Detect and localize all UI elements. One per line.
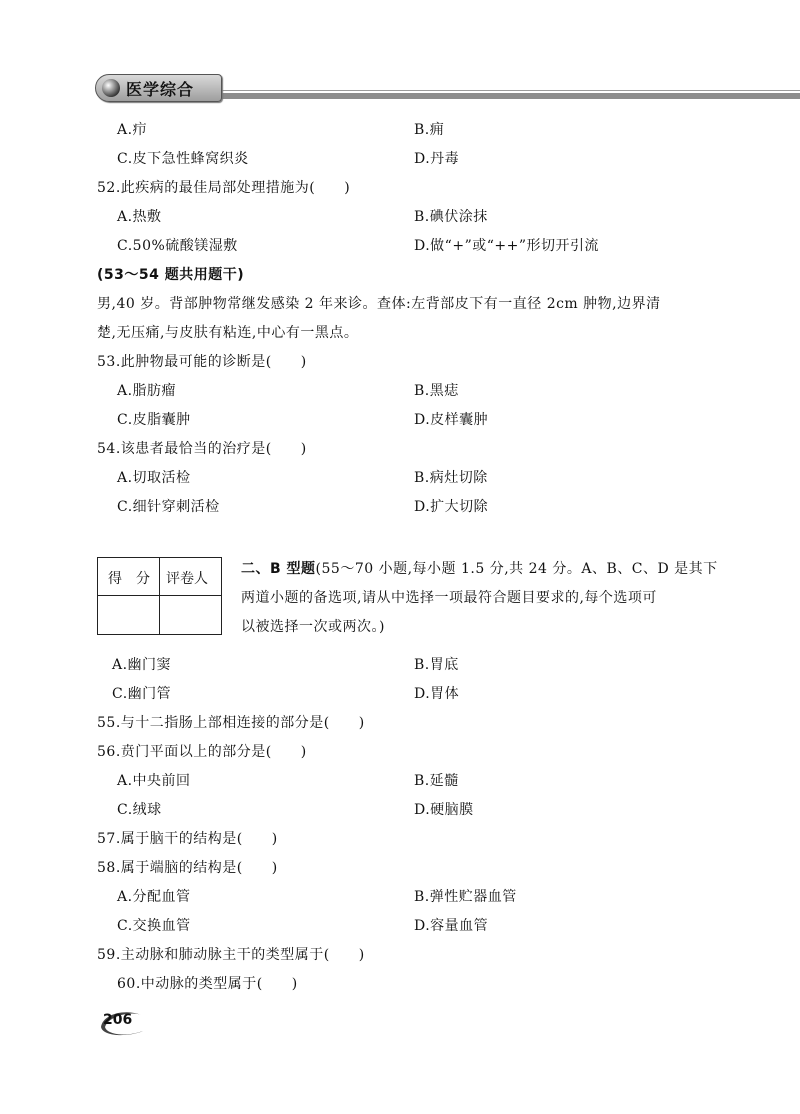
grader-label: 评卷人	[166, 571, 208, 587]
q60-stem: 60.中动脉的类型属于( )	[117, 976, 298, 992]
sphere-icon	[102, 79, 120, 97]
section2-line2: 两道小题的备选项,请从中选择一项最符合题目要求的,每个选项可	[241, 590, 657, 606]
q54-option-c: C.细针穿刺活检	[117, 499, 220, 515]
section2-title: 二、B 型题	[241, 561, 316, 577]
q56-stem: 56.贲门平面以上的部分是( )	[97, 744, 307, 760]
page-header	[95, 72, 800, 104]
q51-option-c: C.皮下急性蜂窝织炎	[117, 151, 249, 167]
group3-option-c: C.交换血管	[117, 918, 191, 934]
header-title: 医学综合	[126, 80, 195, 99]
group2-option-b: B.延髓	[414, 773, 459, 789]
table-divider-vertical	[159, 558, 160, 634]
q53-option-c: C.皮脂囊肿	[117, 412, 191, 428]
q55-stem: 55.与十二指肠上部相连接的部分是( )	[97, 715, 365, 731]
score-table	[97, 557, 222, 635]
q53-stem: 53.此肿物最可能的诊断是( )	[97, 354, 307, 370]
group1-option-d: D.胃体	[414, 686, 460, 702]
score-label: 得 分	[108, 571, 150, 587]
section2-line1	[241, 560, 718, 578]
q51-option-d: D.丹毒	[414, 151, 460, 167]
group3-option-b: B.弹性贮器血管	[414, 889, 517, 905]
q57-stem: 57.属于脑干的结构是( )	[97, 831, 278, 847]
q52-option-b: B.碘伏涂抹	[414, 209, 488, 225]
q51-option-a: A.疖	[117, 122, 148, 138]
header-rule	[215, 93, 800, 99]
q58-stem: 58.属于端脑的结构是( )	[97, 860, 278, 876]
page-number-badge	[97, 1007, 147, 1037]
group3-option-d: D.容量血管	[414, 918, 489, 934]
q52-stem: 52.此疾病的最佳局部处理措施为( )	[97, 180, 351, 196]
q51-option-b: B.痈	[414, 122, 445, 138]
shared-stem-label: (53～54 题共用题干)	[97, 267, 245, 283]
q54-stem: 54.该患者最恰当的治疗是( )	[97, 441, 307, 457]
group3-option-a: A.分配血管	[117, 889, 191, 905]
q52-option-a: A.热敷	[117, 209, 162, 225]
q54-option-a: A.切取活检	[117, 470, 191, 486]
group1-option-b: B.胃底	[414, 657, 459, 673]
q54-option-b: B.病灶切除	[414, 470, 488, 486]
page-number: 206	[103, 1012, 133, 1028]
group1-option-c: C.幽门管	[112, 686, 172, 702]
q59-stem: 59.主动脉和肺动脉主干的类型属于( )	[97, 947, 365, 963]
header-rule-thin	[215, 90, 800, 91]
group2-option-d: D.硬脑膜	[414, 802, 474, 818]
shared-stem-line2: 楚,无压痛,与皮肤有粘连,中心有一黑点。	[97, 325, 359, 341]
section2-line3: 以被选择一次或两次。)	[241, 619, 385, 635]
section2-intro: (55～70 小题,每小题 1.5 分,共 24 分。A、B、C、D 是其下	[315, 561, 718, 577]
group2-option-c: C.绒球	[117, 802, 162, 818]
group1-option-a: A.幽门窦	[112, 657, 172, 673]
q53-option-b: B.黑痣	[414, 383, 459, 399]
q53-option-d: D.皮样囊肿	[414, 412, 489, 428]
header-tab	[95, 74, 222, 102]
q52-option-c: C.50%硫酸镁湿敷	[117, 238, 238, 254]
q53-option-a: A.脂肪瘤	[117, 383, 177, 399]
q52-option-d: D.做“+”或“++”形切开引流	[414, 238, 599, 254]
shared-stem-line1: 男,40 岁。背部肿物常继发感染 2 年来诊。查体:左背部皮下有一直径 2cm 肿物,边界清	[97, 296, 661, 312]
q54-option-d: D.扩大切除	[414, 499, 489, 515]
group2-option-a: A.中央前回	[117, 773, 191, 789]
